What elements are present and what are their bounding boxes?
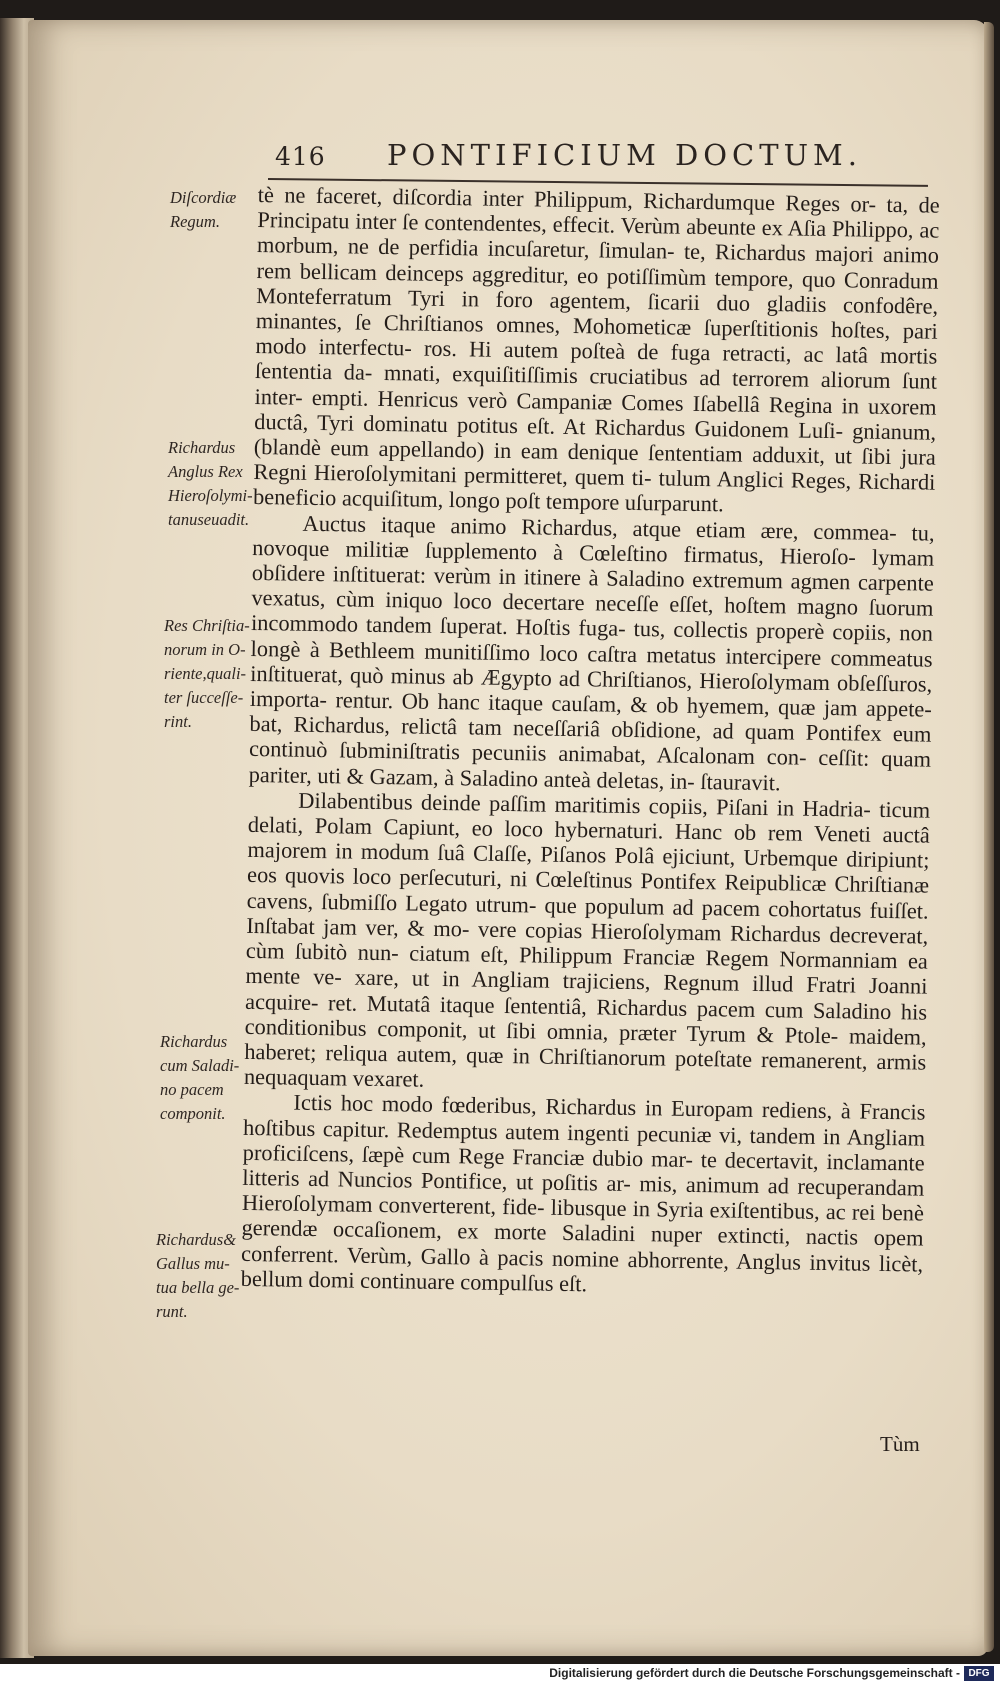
paragraph: Dilabentibus deinde paſſim maritimis copiis, Piſani in Hadria- ticum delati, Polam Capiunt, eo loco hybernaturi. Hanc ob rem Veneti auctâ majorem in modum ſuâ Claſſe, Piſanos Polâ ejiciunt, Urbemque diripiunt; eos quovis loco perſecuturi, ni Cœleſtinus Pontifex Reipublicæ Chriſtianæ cavens, ſubmiſſo Legato utrum- que populum ad pacem cohortatus fuiſſet. Inſtabat jam ver, & mo- vere copias Hieroſolymam Richardus decreverat, cùm ſubitò nun- ciatum eſt, Philippum Franciæ Regem Normanniam ea mente ve- xare, ut in Angliam trajiciens, Regnum illud Fratri Joanni acquire- ret. Mutatâ itaque ſententiâ, Richardus pacem cum Saladino his conditionibus componit, ut ſibi omnia, præter Tyrum & Ptole- maidem, haberet; reliqua autem, quæ in Chriſtianorum poteſtate remanerent, armis nequaquam vexaret. [243, 787, 931, 1092]
marginal-note-line: Diſcordiæ [170, 188, 237, 207]
catchword: Tùm [880, 1432, 920, 1456]
marginal-note-line: Hieroſolymi- [168, 486, 253, 505]
dfg-logo: DFG [964, 1666, 994, 1681]
marginal-note-line: riente,quali- [164, 664, 247, 683]
marginal-note-line: Richardus& [156, 1230, 237, 1249]
marginal-note-line: componit. [160, 1104, 226, 1123]
marginal-note-line: tanuseuadit. [168, 510, 250, 529]
marginal-note-line: norum in O- [164, 640, 246, 659]
page-header [275, 138, 935, 182]
body-text [241, 182, 940, 1302]
paragraph: Ictis hoc modo fœderibus, Richardus in Europam rediens, à Francis hoſtibus capitur. Redemptus autem ingenti pecuniæ vi, tandem in Angliam proficiſcens, ſæpè cum Rege Franciæ dubio mar- te decertavit, inclamante litteris ad Nuncios Pontifice, ut poſitis ar- mis, animum ad recuperandam Hieroſolymam converterent, fide- libusque in Syria exiſtentibus, ac rei benè gerendæ occaſionem, ex morte Saladini nuper extincti, nactis opem conferrent. Verùm, Gallo à pacis nomine abhorrente, Anglus invitus licèt, bellum domi continuare compulſus eſt. [240, 1089, 926, 1297]
page-right-edge [984, 22, 994, 1652]
marginal-note-line: tua bella ge- [156, 1278, 240, 1297]
marginal-note-line: Richardus [160, 1032, 228, 1051]
page-number: 416 [275, 142, 326, 171]
footer-credit: Digitalisierung gefördert durch die Deutsche Forschungsgemeinschaft - [549, 1666, 960, 1680]
digitization-footer [0, 1664, 1000, 1685]
paragraph: tè ne faceret, diſcordia inter Philippum, Richardumque Reges or- ta, de Principatu inter ſe contendentes, effecit. Verùm abeunte ex Aſia Philippo, ac morbum, ne de perfidia incuſaretur, ſimulan- te, Richardus majori animo rem bellicam deinceps aggreditur, eo potiſſimùm tempore, quo Conradum Monteferratum Tyri in foro agentem, ſicarii duo gladiis confodêre, minantes, ſe Chriſtianos omnes, Mohometicæ ſuperſtitionis hoſtes, pari modo interfectu- ros. Hi autem poſteà de fuga retracti, ac latâ mortis ſententia da- mnati, exquiſitiſſimis cruciatibus ad terrorem aliorum ſunt inter- empti. Henricus verò Campaniæ Comes Iſabellâ Regina in uxorem ductâ, Tyri dominatu potitus eſt. At Richardus Guidonem Luſi- gnianum, (blandè eum appellando) in eam denique ſententiam adduxit, ut ſibi jura Regni Hieroſolymitani permitteret, quem ti- tulum Anglici Reges, Richardi beneficio acquiſitum, longo poſt tempore uſurparunt. [252, 182, 940, 517]
running-title: PONTIFICIUM DOCTUM. [387, 138, 862, 172]
marginal-note-line: rint. [164, 712, 192, 731]
marginal-note-line: cum Saladi- [160, 1056, 240, 1075]
marginal-note-line: no pacem [160, 1080, 224, 1099]
marginal-note-line: runt. [156, 1302, 188, 1321]
marginal-note-line: Res Chriſtia- [164, 616, 250, 635]
marginal-note-line: Richardus [168, 438, 236, 457]
marginal-note-line: ter ſucceſſe- [164, 688, 244, 707]
marginal-note-line: Regum. [170, 212, 220, 231]
paragraph: Auctus itaque animo Richardus, atque etiam ære, commea- tu, novoque militiæ ſupplemento à Cœleſtino firmatus, Hieroſo- lymam obſidere inſtituerat: verùm in itinere à Saladino extremum agmen carpente vexatus, cùm iniquo loco decertare neceſſe eſſet, hoſtem magno ſuorum incommodo tandem ſuperat. Hoſtis fuga- tus, collectis properè copiis, non longè à Bethleem munitiſſimo loco caſtra metatus intercipere commeatus inſtituerat, quò minus ab Ægypto ad Chriſtianos, Hieroſolymam obſeſſuros, importa- rentur. Ob hanc itaque cauſam, & ob hyemem, quæ jam appete- bat, Richardus, relictâ tam neceſſariâ obſidione, ad quam Pontifex eum continuò ſubminiſtratis pecuniis animabat, Aſcalonam con- ceſſit: quam pariter, uti & Gazam, à Saladino anteà deletas, in- ſtauravit. [248, 510, 935, 795]
marginal-note-line: Anglus Rex [168, 462, 243, 481]
marginal-note-line: Gallus mu- [156, 1254, 230, 1273]
